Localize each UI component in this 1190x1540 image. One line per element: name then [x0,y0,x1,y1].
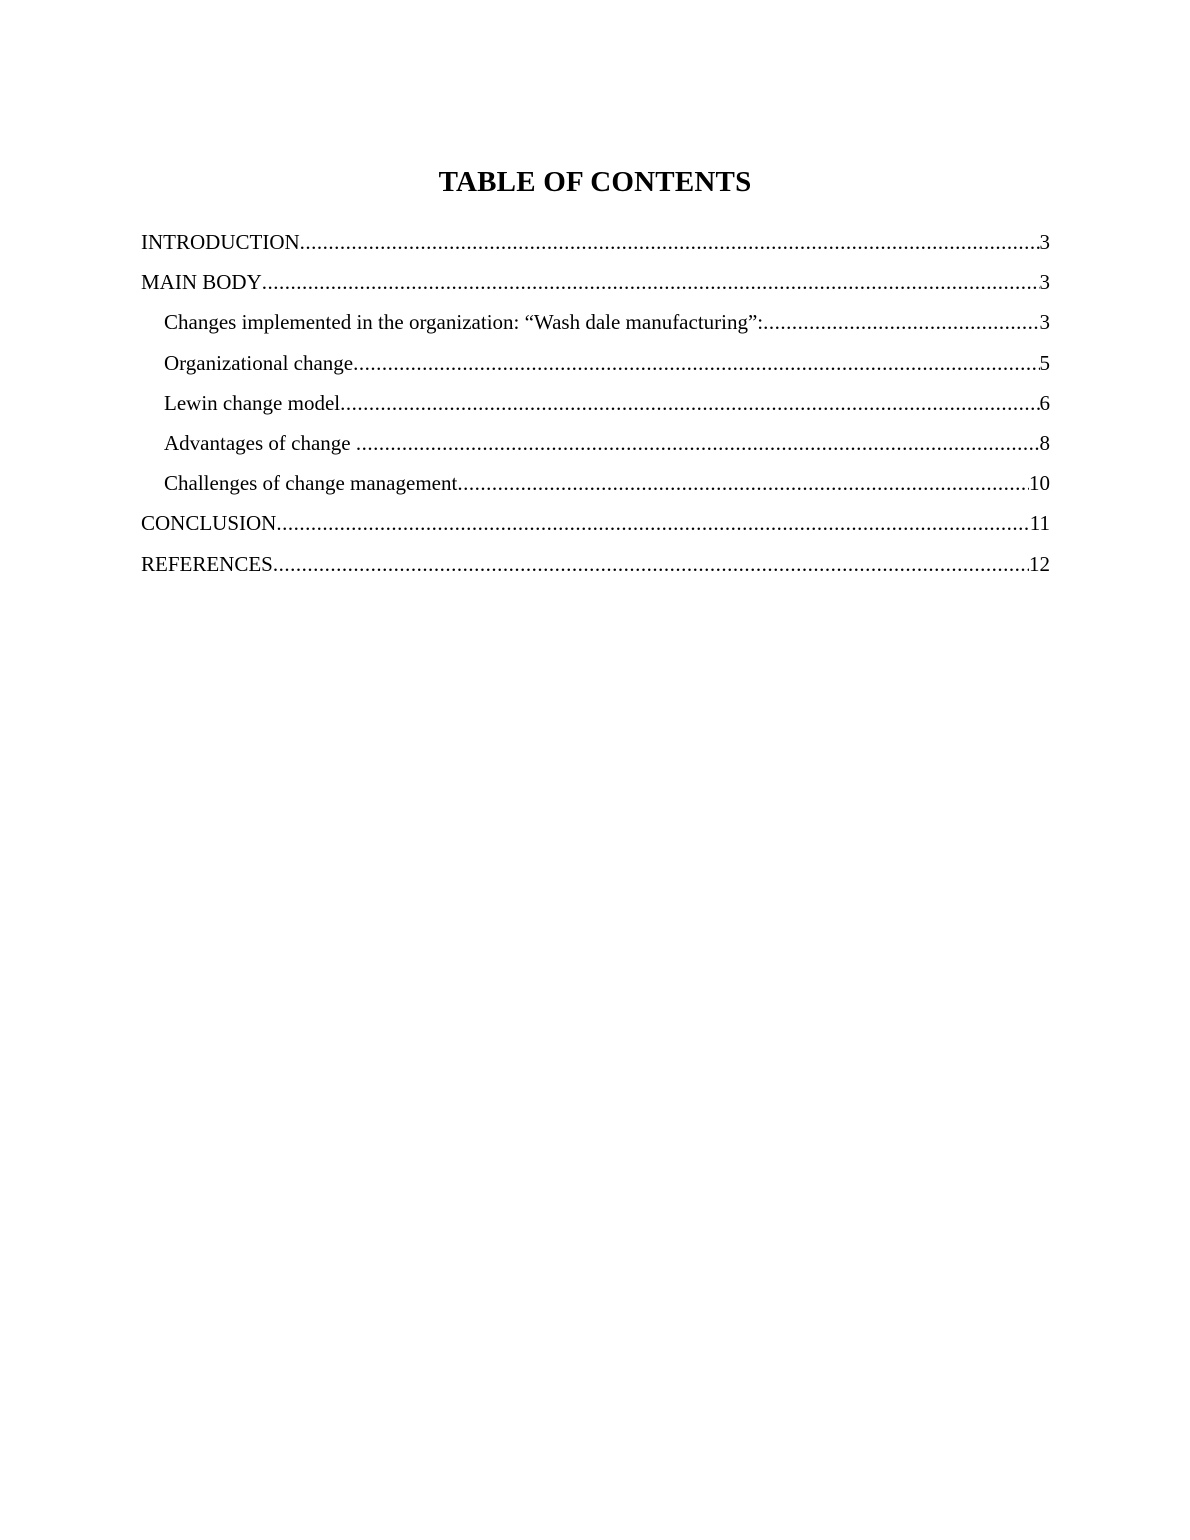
toc-entry-label: Advantages of change [164,430,356,455]
toc-dot-leader [353,347,1039,379]
toc-entry-references[interactable] [141,548,1050,588]
toc-page-number: 5 [1039,350,1050,375]
toc-entry-label: Lewin change model [164,390,341,415]
toc-entry-changes-implemented[interactable] [141,306,1050,346]
toc-dot-leader [763,306,1039,338]
toc-dot-leader [273,548,1029,580]
toc-entry-label: INTRODUCTION [141,230,300,254]
toc-page-number: 10 [1029,471,1050,496]
toc-entry-label: CONCLUSION [141,511,277,536]
toc-entry-challenges-of-change-management[interactable] [141,467,1050,507]
toc-list [141,226,1050,588]
toc-entry-label: Challenges of change management [164,471,458,496]
toc-entry-label: REFERENCES [141,551,273,576]
toc-page-number: 3 [1039,270,1050,295]
toc-entry-conclusion[interactable] [141,507,1050,547]
toc-entry-lewin-change-model[interactable] [141,387,1050,427]
toc-entry-introduction[interactable] [141,226,1050,266]
toc-dot-leader [356,427,1040,459]
toc-page-number: 6 [1039,390,1050,415]
toc-dot-leader [457,467,1029,499]
toc-dot-leader [300,226,1040,258]
toc-entry-label: Organizational change [164,350,354,375]
toc-entry-organizational-change[interactable] [141,347,1050,387]
toc-entry-label: MAIN BODY [141,270,262,295]
toc-entry-main-body[interactable] [141,266,1050,306]
toc-page-number: 11 [1029,511,1050,536]
toc-page-number: 12 [1029,551,1050,576]
toc-dot-leader [276,507,1029,539]
toc-page-number: 3 [1039,230,1050,254]
toc-page-number: 8 [1039,430,1050,455]
toc-dot-leader [262,266,1040,298]
toc-dot-leader [340,387,1039,419]
toc-entry-label: Changes implemented in the organization: “Wash dale manufacturing”: [164,310,764,335]
toc-entry-advantages-of-change[interactable] [141,427,1050,467]
toc-page-number: 3 [1039,310,1050,335]
toc-title: TABLE OF CONTENTS [438,166,752,198]
